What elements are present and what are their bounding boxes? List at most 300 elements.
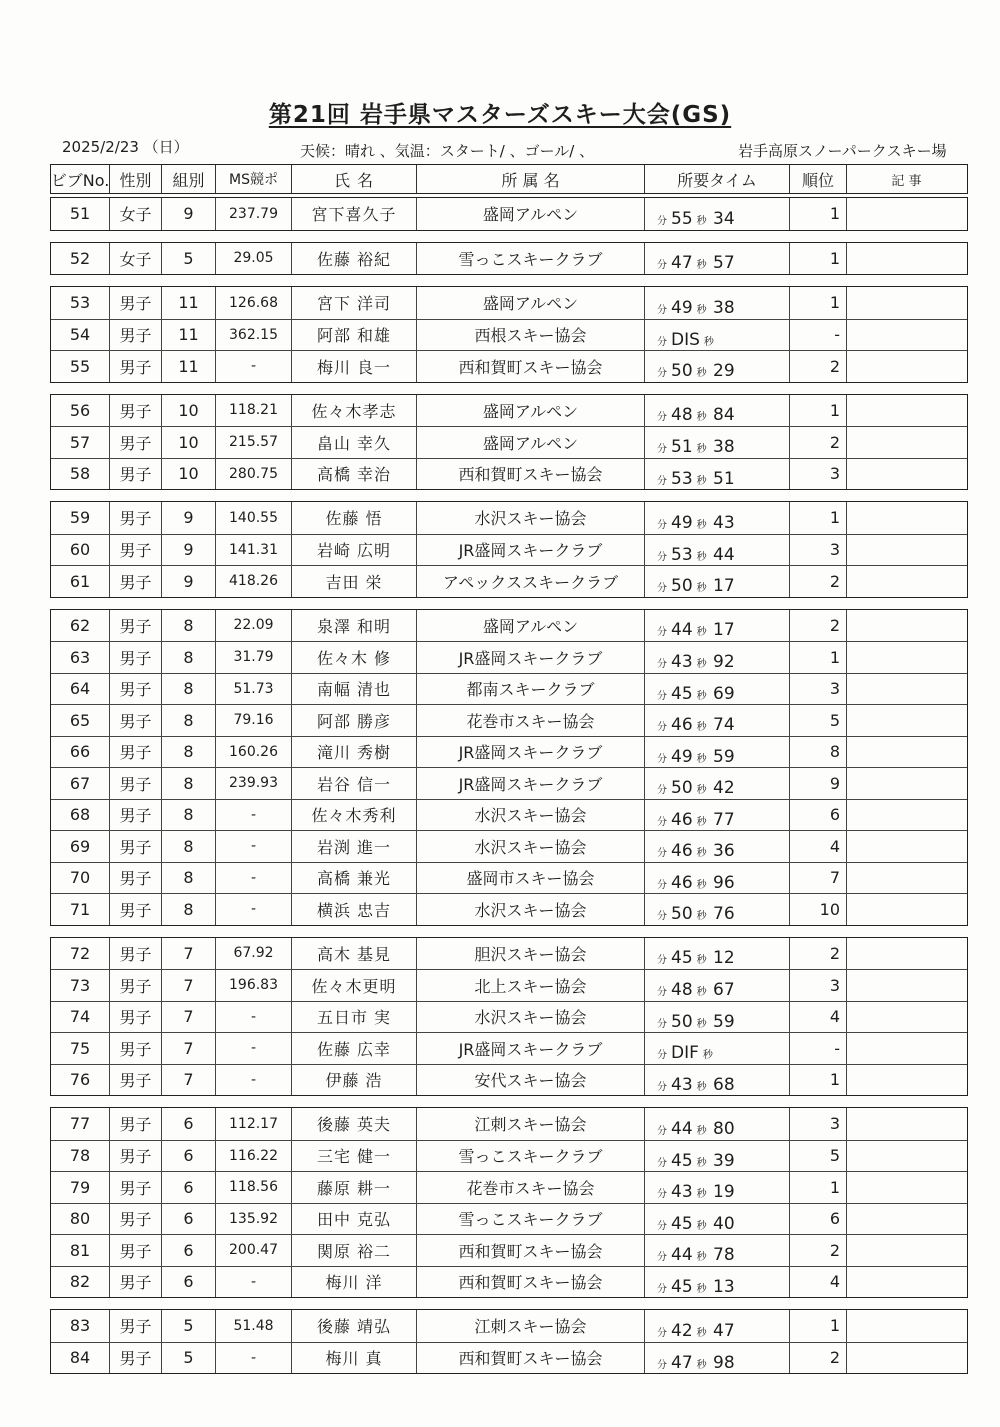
- notes-cell: [846, 1172, 966, 1203]
- group-cell: 8: [161, 768, 215, 799]
- time-first-value: 43: [671, 1074, 693, 1095]
- bib-cell: 63: [69, 647, 91, 667]
- ms-points-cell: 418.26: [215, 566, 291, 597]
- time-cell: [644, 1310, 789, 1342]
- name-cell: 田中 克弘: [291, 1204, 416, 1235]
- bib-cell: 60: [69, 540, 91, 560]
- minute-unit: 分: [657, 1252, 667, 1264]
- time-cell: [644, 1343, 789, 1374]
- table-row: [51, 736, 967, 768]
- bib-cell: 77: [69, 1114, 91, 1134]
- time-cell: [644, 395, 789, 427]
- sex-cell: 男子: [109, 642, 161, 673]
- sex-cell: 男子: [109, 1065, 161, 1096]
- bib-cell: 80: [69, 1209, 91, 1229]
- club-cell: 西和賀町スキー協会: [416, 1343, 644, 1374]
- group-cell: 9: [161, 502, 215, 534]
- result-group: [50, 609, 968, 926]
- time-first-value: 50: [671, 1011, 693, 1032]
- minute-unit: 分: [657, 659, 667, 671]
- group-cell: 7: [161, 1065, 215, 1096]
- minute-unit: 分: [657, 879, 667, 891]
- time-cell: [644, 1267, 789, 1298]
- notes-cell: [846, 198, 966, 230]
- time-cell: [644, 1204, 789, 1235]
- name-cell: 後藤 靖弘: [291, 1310, 416, 1342]
- rank-cell: -: [789, 320, 846, 351]
- time-second-value: 98: [713, 1352, 735, 1373]
- club-cell: 水沢スキー協会: [416, 502, 644, 534]
- time-first-value: 46: [671, 809, 693, 830]
- rank-cell: 1: [789, 198, 846, 230]
- ms-points-cell: -: [215, 1065, 291, 1096]
- ms-points-cell: 237.79: [215, 198, 291, 230]
- table-row: [51, 502, 967, 534]
- sex-cell: 男子: [109, 938, 161, 970]
- club-cell: 雪っこスキークラブ: [416, 1141, 644, 1172]
- table-row: [51, 1064, 967, 1096]
- group-cell: 8: [161, 610, 215, 642]
- event-date: 2025/2/23 （日）: [62, 138, 189, 156]
- ms-points-cell: 22.09: [215, 610, 291, 642]
- rank-cell: 2: [789, 1343, 846, 1374]
- minute-unit: 分: [657, 1220, 667, 1232]
- time-first-value: 51: [671, 437, 693, 458]
- name-cell: 関原 裕二: [291, 1235, 416, 1266]
- club-cell: 都南スキークラブ: [416, 674, 644, 705]
- header-name: 氏 名: [291, 165, 416, 193]
- notes-cell: [846, 1108, 966, 1140]
- table-row: [51, 938, 967, 970]
- sex-cell: 女子: [109, 243, 161, 275]
- header-group: 組別: [161, 165, 215, 193]
- rank-cell: -: [789, 1033, 846, 1064]
- sex-cell: 男子: [109, 320, 161, 351]
- name-cell: 佐々木秀利: [291, 800, 416, 831]
- rank-cell: 3: [789, 1108, 846, 1140]
- time-second-value: 80: [713, 1118, 735, 1139]
- sex-cell: 男子: [109, 1204, 161, 1235]
- bib-cell: 55: [69, 356, 91, 376]
- rank-cell: 10: [789, 894, 846, 925]
- minute-unit: 分: [657, 412, 667, 424]
- group-cell: 8: [161, 642, 215, 673]
- table-row: [51, 1234, 967, 1266]
- second-unit: 秒: [696, 955, 707, 967]
- table-header: [50, 164, 968, 194]
- minute-unit: 分: [657, 1018, 667, 1030]
- header-notes: 記 事: [846, 165, 966, 193]
- time-cell: [644, 566, 789, 597]
- bib-cell: 78: [69, 1146, 91, 1166]
- minute-unit: 分: [657, 444, 667, 456]
- second-unit: 秒: [696, 551, 707, 563]
- result-group: [50, 1107, 968, 1298]
- rank-cell: 8: [789, 737, 846, 768]
- name-cell: 吉田 栄: [291, 566, 416, 597]
- club-cell: 江刺スキー協会: [416, 1310, 644, 1342]
- notes-cell: [846, 566, 966, 597]
- sex-cell: 男子: [109, 351, 161, 382]
- ms-points-cell: 67.92: [215, 938, 291, 970]
- time-first-value: 43: [671, 652, 693, 673]
- ms-points-cell: -: [215, 894, 291, 925]
- rank-cell: 4: [789, 1002, 846, 1033]
- group-cell: 8: [161, 674, 215, 705]
- second-unit: 秒: [696, 519, 707, 531]
- header-bib: ビブNo.: [50, 170, 110, 190]
- sex-cell: 男子: [109, 970, 161, 1001]
- time-cell: [644, 938, 789, 970]
- rank-cell: 4: [789, 831, 846, 862]
- time-first-value: 55: [671, 208, 693, 229]
- time-cell: [644, 737, 789, 768]
- club-cell: 盛岡アルペン: [416, 287, 644, 319]
- sex-cell: 男子: [109, 863, 161, 894]
- ms-points-cell: 79.16: [215, 705, 291, 736]
- time-first-value: 47: [671, 1352, 693, 1373]
- minute-unit: 分: [657, 1157, 667, 1169]
- table-row: [51, 565, 967, 597]
- time-cell: [644, 1108, 789, 1140]
- table-row: [51, 767, 967, 799]
- bib-cell: 61: [69, 571, 91, 591]
- second-unit: 秒: [696, 1018, 707, 1030]
- club-cell: 水沢スキー協会: [416, 894, 644, 925]
- table-row: [51, 395, 967, 427]
- minute-unit: 分: [657, 260, 667, 272]
- result-group: [50, 286, 968, 383]
- time-cell: [644, 459, 789, 490]
- bib-cell: 81: [69, 1240, 91, 1260]
- club-cell: 水沢スキー協会: [416, 800, 644, 831]
- sex-cell: 男子: [109, 502, 161, 534]
- bib-cell: 79: [69, 1177, 91, 1197]
- table-row: [51, 243, 967, 275]
- table-row: [51, 862, 967, 894]
- club-cell: JR盛岡スキークラブ: [416, 535, 644, 566]
- second-unit: 秒: [696, 583, 707, 595]
- table-row: [51, 893, 967, 925]
- club-cell: 盛岡市スキー協会: [416, 863, 644, 894]
- second-unit: 秒: [696, 879, 707, 891]
- sex-cell: 男子: [109, 427, 161, 458]
- notes-cell: [846, 395, 966, 427]
- minute-unit: 分: [657, 1189, 667, 1201]
- group-cell: 7: [161, 1002, 215, 1033]
- notes-cell: [846, 970, 966, 1001]
- second-unit: 秒: [696, 475, 707, 487]
- time-first-value: 45: [671, 1276, 693, 1297]
- group-cell: 5: [161, 1310, 215, 1342]
- club-cell: 胆沢スキー協会: [416, 938, 644, 970]
- sex-cell: 男子: [109, 800, 161, 831]
- name-cell: 伊藤 浩: [291, 1065, 416, 1096]
- venue-name: 岩手高原スノーパークスキー場: [738, 142, 947, 160]
- rank-cell: 5: [789, 1141, 846, 1172]
- header-sex: 性別: [109, 165, 161, 193]
- time-second-value: 68: [713, 1074, 735, 1095]
- sex-cell: 男子: [109, 566, 161, 597]
- name-cell: 三宅 健一: [291, 1141, 416, 1172]
- second-unit: 秒: [696, 722, 707, 734]
- notes-cell: [846, 243, 966, 275]
- bib-cell: 83: [69, 1316, 91, 1336]
- second-unit: 秒: [696, 215, 707, 227]
- table-row: [51, 287, 967, 319]
- group-cell: 6: [161, 1204, 215, 1235]
- name-cell: 後藤 英夫: [291, 1108, 416, 1140]
- time-second-value: 29: [713, 361, 735, 382]
- rank-cell: 1: [789, 395, 846, 427]
- weather-info: 天候：晴れ 、気温：スタート/ 、ゴール/ 、: [300, 142, 595, 160]
- second-unit: 秒: [696, 753, 707, 765]
- ms-points-cell: -: [215, 863, 291, 894]
- ms-points-cell: 362.15: [215, 320, 291, 351]
- bib-cell: 70: [69, 868, 91, 888]
- rank-cell: 1: [789, 1310, 846, 1342]
- second-unit: 秒: [696, 1359, 707, 1371]
- group-cell: 8: [161, 705, 215, 736]
- time-first-value: 49: [671, 512, 693, 533]
- time-second-value: 36: [713, 841, 735, 862]
- minute-unit: 分: [657, 368, 667, 380]
- notes-cell: [846, 1065, 966, 1096]
- group-cell: 11: [161, 320, 215, 351]
- table-row: [51, 1342, 967, 1374]
- minute-unit: 分: [657, 583, 667, 595]
- club-cell: 西和賀町スキー協会: [416, 1235, 644, 1266]
- minute-unit: 分: [657, 1125, 667, 1137]
- minute-unit: 分: [657, 1050, 667, 1062]
- notes-cell: [846, 427, 966, 458]
- ms-points-cell: 126.68: [215, 287, 291, 319]
- club-cell: JR盛岡スキークラブ: [416, 768, 644, 799]
- time-cell: [644, 1065, 789, 1096]
- minute-unit: 分: [657, 304, 667, 316]
- table-row: [51, 969, 967, 1001]
- club-cell: 雪っこスキークラブ: [416, 1204, 644, 1235]
- minute-unit: 分: [657, 215, 667, 227]
- time-first-value: 45: [671, 683, 693, 704]
- group-cell: 11: [161, 351, 215, 382]
- sex-cell: 男子: [109, 1343, 161, 1374]
- group-cell: 6: [161, 1267, 215, 1298]
- bib-cell: 82: [69, 1272, 91, 1292]
- table-row: [51, 1203, 967, 1235]
- bib-cell: 74: [69, 1007, 91, 1027]
- group-cell: 9: [161, 535, 215, 566]
- minute-unit: 分: [657, 785, 667, 797]
- time-cell: [644, 1002, 789, 1033]
- second-unit: 秒: [696, 1252, 707, 1264]
- ms-points-cell: -: [215, 831, 291, 862]
- club-cell: 盛岡アルペン: [416, 198, 644, 230]
- minute-unit: 分: [657, 475, 667, 487]
- club-cell: 西和賀町スキー協会: [416, 1267, 644, 1298]
- time-first-value: 46: [671, 872, 693, 893]
- time-cell: [644, 800, 789, 831]
- time-second-value: 43: [713, 512, 735, 533]
- sex-cell: 男子: [109, 894, 161, 925]
- time-cell: [644, 894, 789, 925]
- minute-unit: 分: [657, 519, 667, 531]
- group-cell: 7: [161, 970, 215, 1001]
- second-unit: 秒: [696, 659, 707, 671]
- notes-cell: [846, 737, 966, 768]
- time-cell: [644, 243, 789, 275]
- club-cell: 盛岡アルペン: [416, 427, 644, 458]
- time-first-value: DIF: [671, 1043, 699, 1064]
- bib-cell: 57: [69, 432, 91, 452]
- name-cell: 宮下喜久子: [291, 198, 416, 230]
- time-second-value: 69: [713, 683, 735, 704]
- sex-cell: 男子: [109, 395, 161, 427]
- time-first-value: 49: [671, 746, 693, 767]
- name-cell: 横浜 忠吉: [291, 894, 416, 925]
- bib-cell: 67: [69, 773, 91, 793]
- time-first-value: 44: [671, 1245, 693, 1266]
- ms-points-cell: 196.83: [215, 970, 291, 1001]
- time-cell: [644, 674, 789, 705]
- notes-cell: [846, 1002, 966, 1033]
- time-second-value: 92: [713, 652, 735, 673]
- time-first-value: 50: [671, 778, 693, 799]
- time-first-value: 46: [671, 715, 693, 736]
- time-first-value: 48: [671, 405, 693, 426]
- time-cell: [644, 768, 789, 799]
- ms-points-cell: 118.56: [215, 1172, 291, 1203]
- name-cell: 阿部 和雄: [291, 320, 416, 351]
- club-cell: 西和賀町スキー協会: [416, 351, 644, 382]
- sex-cell: 男子: [109, 768, 161, 799]
- table-row: [51, 1266, 967, 1298]
- time-second-value: 38: [713, 297, 735, 318]
- name-cell: 梅川 良一: [291, 351, 416, 382]
- group-cell: 8: [161, 737, 215, 768]
- rank-cell: 7: [789, 863, 846, 894]
- minute-unit: 分: [657, 955, 667, 967]
- group-cell: 9: [161, 198, 215, 230]
- notes-cell: [846, 1310, 966, 1342]
- bib-cell: 52: [69, 248, 91, 268]
- group-cell: 5: [161, 1343, 215, 1374]
- bib-cell: 76: [69, 1070, 91, 1090]
- club-cell: アペックススキークラブ: [416, 566, 644, 597]
- bib-cell: 51: [69, 204, 91, 224]
- time-second-value: 77: [713, 809, 735, 830]
- time-first-value: 45: [671, 1213, 693, 1234]
- bib-cell: 69: [69, 836, 91, 856]
- group-cell: 6: [161, 1141, 215, 1172]
- result-group: [50, 1309, 968, 1374]
- sex-cell: 男子: [109, 1108, 161, 1140]
- group-cell: 10: [161, 395, 215, 427]
- notes-cell: [846, 459, 966, 490]
- second-unit: 秒: [696, 816, 707, 828]
- table-row: [51, 458, 967, 490]
- time-second-value: 40: [713, 1213, 735, 1234]
- sex-cell: 女子: [109, 198, 161, 230]
- name-cell: 梅川 洋: [291, 1267, 416, 1298]
- club-cell: 花巻市スキー協会: [416, 1172, 644, 1203]
- ms-points-cell: -: [215, 1267, 291, 1298]
- club-cell: 水沢スキー協会: [416, 831, 644, 862]
- rank-cell: 3: [789, 459, 846, 490]
- minute-unit: 分: [657, 987, 667, 999]
- result-group: [50, 197, 968, 231]
- notes-cell: [846, 894, 966, 925]
- group-cell: 10: [161, 427, 215, 458]
- time-second-value: 74: [713, 715, 735, 736]
- notes-cell: [846, 320, 966, 351]
- bib-cell: 73: [69, 975, 91, 995]
- table-row: [51, 1171, 967, 1203]
- table-row: [51, 319, 967, 351]
- notes-cell: [846, 705, 966, 736]
- rank-cell: 6: [789, 800, 846, 831]
- time-cell: [644, 427, 789, 458]
- time-first-value: 46: [671, 841, 693, 862]
- sex-cell: 男子: [109, 287, 161, 319]
- ms-points-cell: -: [215, 351, 291, 382]
- table-row: [51, 641, 967, 673]
- group-cell: 6: [161, 1172, 215, 1203]
- rank-cell: 5: [789, 705, 846, 736]
- table-row: [51, 610, 967, 642]
- name-cell: 藤原 耕一: [291, 1172, 416, 1203]
- table-row: [51, 426, 967, 458]
- minute-unit: 分: [657, 1081, 667, 1093]
- second-unit: 秒: [696, 1220, 707, 1232]
- rank-cell: 1: [789, 287, 846, 319]
- time-second-value: 78: [713, 1245, 735, 1266]
- time-first-value: 45: [671, 948, 693, 969]
- rank-cell: 3: [789, 674, 846, 705]
- second-unit: 秒: [696, 1283, 707, 1295]
- second-unit: 秒: [696, 1189, 707, 1201]
- notes-cell: [846, 502, 966, 534]
- second-unit: 秒: [696, 412, 707, 424]
- minute-unit: 分: [657, 1283, 667, 1295]
- time-second-value: 59: [713, 746, 735, 767]
- second-unit: 秒: [696, 260, 707, 272]
- name-cell: 佐藤 広幸: [291, 1033, 416, 1064]
- time-cell: [644, 1141, 789, 1172]
- second-unit: 秒: [696, 627, 707, 639]
- result-group: [50, 501, 968, 598]
- club-cell: 北上スキー協会: [416, 970, 644, 1001]
- second-unit: 秒: [696, 987, 707, 999]
- time-first-value: 53: [671, 544, 693, 565]
- rank-cell: 2: [789, 427, 846, 458]
- bib-cell: 72: [69, 943, 91, 963]
- second-unit: 秒: [696, 304, 707, 316]
- time-second-value: 12: [713, 948, 735, 969]
- rank-cell: 1: [789, 642, 846, 673]
- notes-cell: [846, 768, 966, 799]
- name-cell: 梅川 真: [291, 1343, 416, 1374]
- rank-cell: 3: [789, 535, 846, 566]
- name-cell: 阿部 勝彦: [291, 705, 416, 736]
- rank-cell: 3: [789, 970, 846, 1001]
- table-row: [51, 350, 967, 382]
- table-row: [51, 1140, 967, 1172]
- sex-cell: 男子: [109, 1141, 161, 1172]
- time-first-value: 47: [671, 253, 693, 274]
- name-cell: 佐藤 悟: [291, 502, 416, 534]
- bib-cell: 65: [69, 710, 91, 730]
